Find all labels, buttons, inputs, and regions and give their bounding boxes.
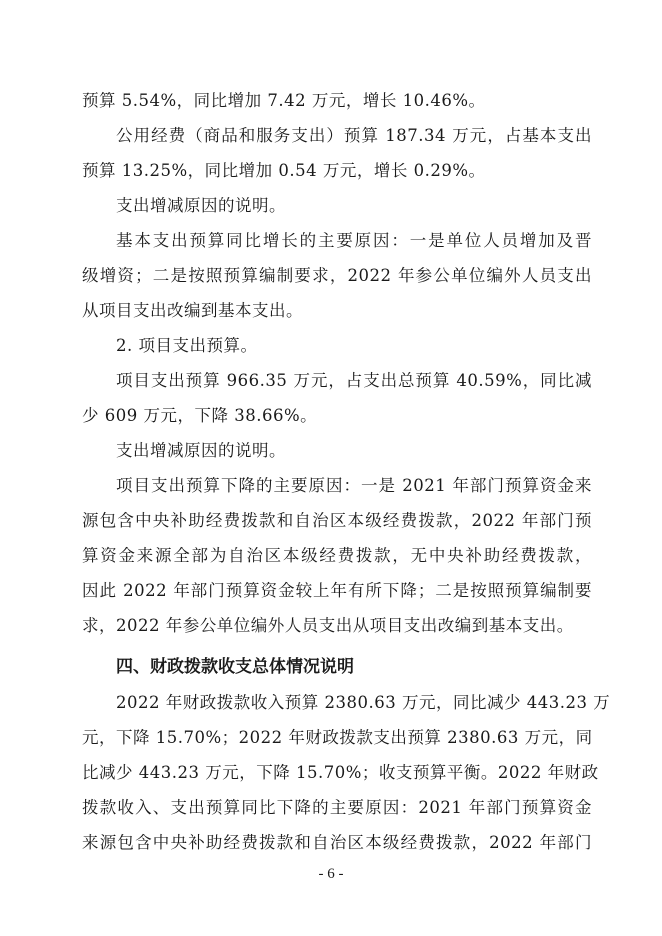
paragraph-line: 支出增减原因的说明。 bbox=[116, 196, 286, 215]
paragraph-line: 因此 2022 年部门预算资金较上年有所下降；二是按照预算编制要 bbox=[82, 581, 592, 600]
paragraph-line: 比减少 443.23 万元，下降 15.70%；收支预算平衡。2022 年财政 bbox=[82, 763, 599, 782]
paragraph-line: 项目支出预算下降的主要原因：一是 2021 年部门预算资金来 bbox=[116, 476, 592, 495]
paragraph-line: 来源包含中央补助经费拨款和自治区本级经费拨款，2022 年部门 bbox=[82, 833, 592, 852]
paragraph-line: 2022 年财政拨款收入预算 2380.63 万元，同比减少 443.23 万 bbox=[116, 693, 611, 712]
paragraph-line: 支出增减原因的说明。 bbox=[116, 441, 286, 460]
paragraph-line: 拨款收入、支出预算同比下降的主要原因：2021 年部门预算资金 bbox=[82, 798, 592, 817]
paragraph-line: 从项目支出改编到基本支出。 bbox=[82, 301, 303, 320]
paragraph-line: 源包含中央补助经费拨款和自治区本级经费拨款，2022 年部门预 bbox=[82, 511, 592, 530]
paragraph-line: 元，下降 15.70%；2022 年财政拨款支出预算 2380.63 万元，同 bbox=[82, 728, 593, 747]
paragraph-line: 求，2022 年参公单位编外人员支出从项目支出改编到基本支出。 bbox=[82, 616, 574, 635]
paragraph-line: 少 609 万元，下降 38.66%。 bbox=[82, 406, 318, 425]
paragraph-line: 预算 13.25%，同比增加 0.54 万元，增长 0.29%。 bbox=[82, 161, 486, 180]
document-body bbox=[82, 83, 611, 860]
paragraph-line: 基本支出预算同比增长的主要原因：一是单位人员增加及晋 bbox=[116, 231, 592, 250]
section-heading: 四、财政拨款收支总体情况说明 bbox=[116, 657, 354, 677]
paragraph-line: 2. 项目支出预算。 bbox=[116, 336, 258, 355]
paragraph-line: 公用经费（商品和服务支出）预算 187.34 万元，占基本支出 bbox=[116, 126, 592, 145]
page-number: - 6 - bbox=[318, 866, 344, 882]
paragraph-line: 算资金来源全部为自治区本级经费拨款，无中央补助经费拨款， bbox=[82, 546, 592, 565]
paragraph-line: 项目支出预算 966.35 万元，占支出总预算 40.59%，同比减 bbox=[116, 371, 592, 390]
paragraph-line: 级增资；二是按照预算编制要求，2022 年参公单位编外人员支出 bbox=[82, 266, 592, 285]
paragraph-line: 预算 5.54%，同比增加 7.42 万元，增长 10.46%。 bbox=[82, 91, 486, 110]
